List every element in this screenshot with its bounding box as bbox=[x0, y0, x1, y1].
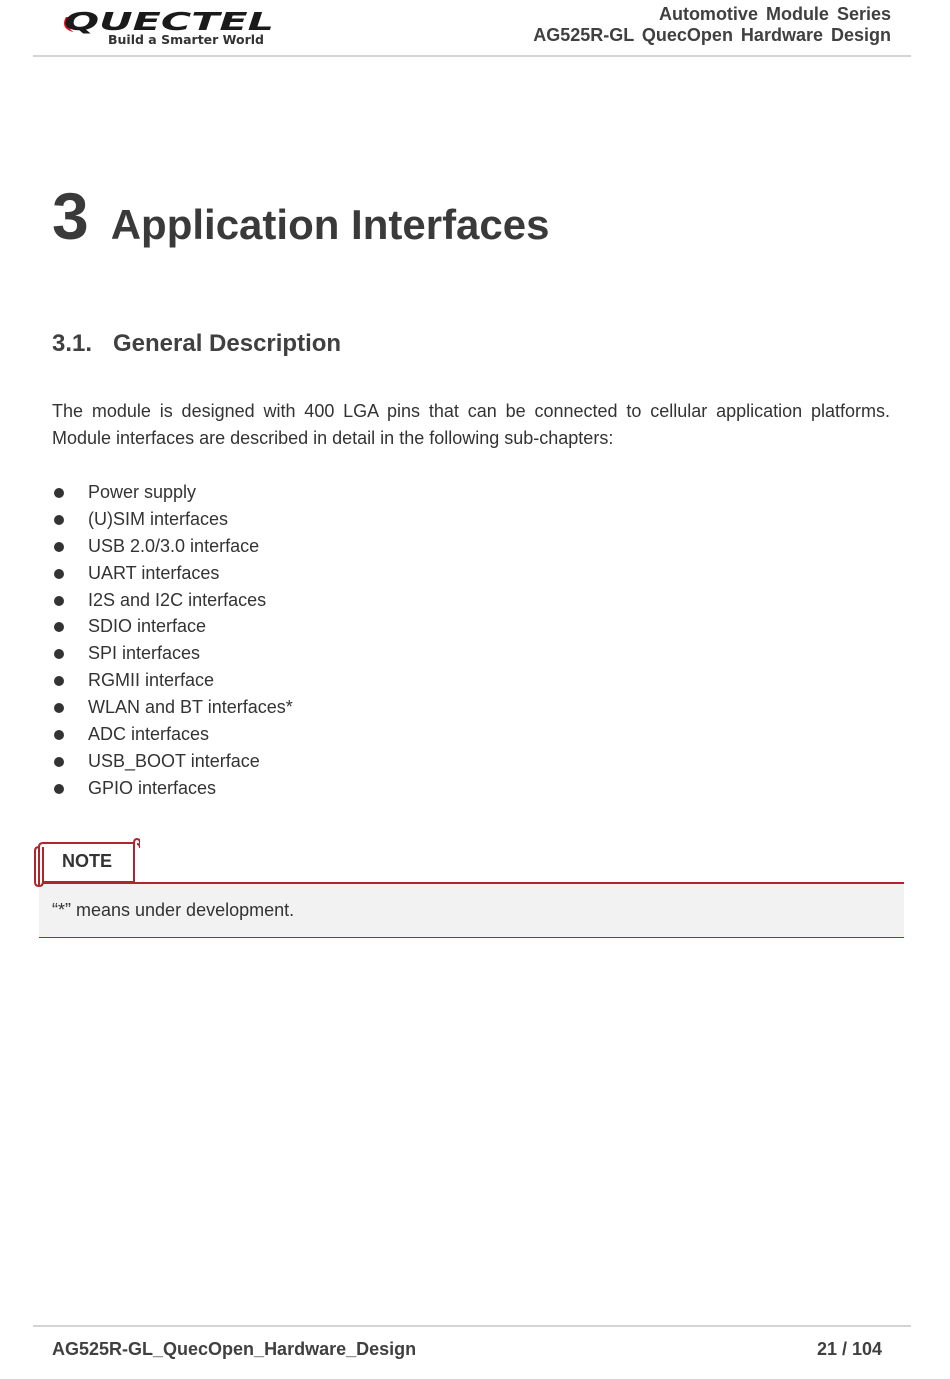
page-number: 21 / 104 bbox=[816, 1339, 882, 1359]
list-item: ADC interfaces bbox=[52, 721, 293, 748]
document-title: AG525R-GL QuecOpen Hardware Design bbox=[533, 25, 891, 45]
header-title-block bbox=[533, 4, 891, 46]
logo-brand-text: QUECTEL bbox=[64, 8, 274, 36]
interface-list bbox=[52, 479, 293, 802]
chapter-number: 3 bbox=[52, 179, 89, 253]
header-divider bbox=[33, 55, 911, 57]
list-item: SDIO interface bbox=[52, 613, 293, 640]
bullet-icon bbox=[54, 703, 64, 713]
section-heading bbox=[52, 330, 341, 358]
list-item: Power supply bbox=[52, 479, 293, 506]
intro-paragraph: The module is designed with 400 LGA pins that can be connected to cellular application platforms. Module interfaces are described in detail in the following sub-chapters: bbox=[52, 401, 890, 448]
series-name: Automotive Module Series bbox=[658, 4, 891, 24]
note-text: “*” means under development. bbox=[52, 900, 295, 920]
bullet-icon bbox=[54, 757, 64, 767]
bullet-icon bbox=[54, 542, 64, 552]
footer-divider bbox=[33, 1325, 911, 1327]
list-item: WLAN and BT interfaces* bbox=[52, 694, 293, 721]
list-item: SPI interfaces bbox=[52, 640, 293, 667]
list-item: I2S and I2C interfaces bbox=[52, 587, 293, 614]
section-number: 3.1. bbox=[52, 330, 93, 357]
bullet-icon bbox=[54, 649, 64, 659]
bullet-icon bbox=[54, 676, 64, 686]
list-item: (U)SIM interfaces bbox=[52, 506, 293, 533]
bullet-icon bbox=[54, 515, 64, 525]
bullet-icon bbox=[54, 622, 64, 632]
chapter-heading bbox=[52, 178, 549, 254]
bullet-icon bbox=[54, 488, 64, 498]
list-item: RGMII interface bbox=[52, 667, 293, 694]
page-header bbox=[0, 0, 950, 60]
list-item: USB 2.0/3.0 interface bbox=[52, 533, 293, 560]
chapter-title: Application Interfaces bbox=[110, 201, 550, 248]
list-item: USB_BOOT interface bbox=[52, 748, 293, 775]
section-title: General Description bbox=[113, 330, 342, 357]
bullet-icon bbox=[54, 730, 64, 740]
bullet-icon bbox=[54, 784, 64, 794]
bullet-icon bbox=[54, 569, 64, 579]
footer-document-name: AG525R-GL_QuecOpen_Hardware_Design bbox=[52, 1339, 417, 1359]
note-label: NOTE bbox=[62, 851, 113, 871]
quectel-logo bbox=[60, 8, 280, 48]
logo-tagline-text: Build a Smarter World bbox=[108, 32, 265, 47]
note-box bbox=[39, 882, 904, 938]
bullet-icon bbox=[54, 596, 64, 606]
list-item: GPIO interfaces bbox=[52, 775, 293, 802]
list-item: UART interfaces bbox=[52, 560, 293, 587]
